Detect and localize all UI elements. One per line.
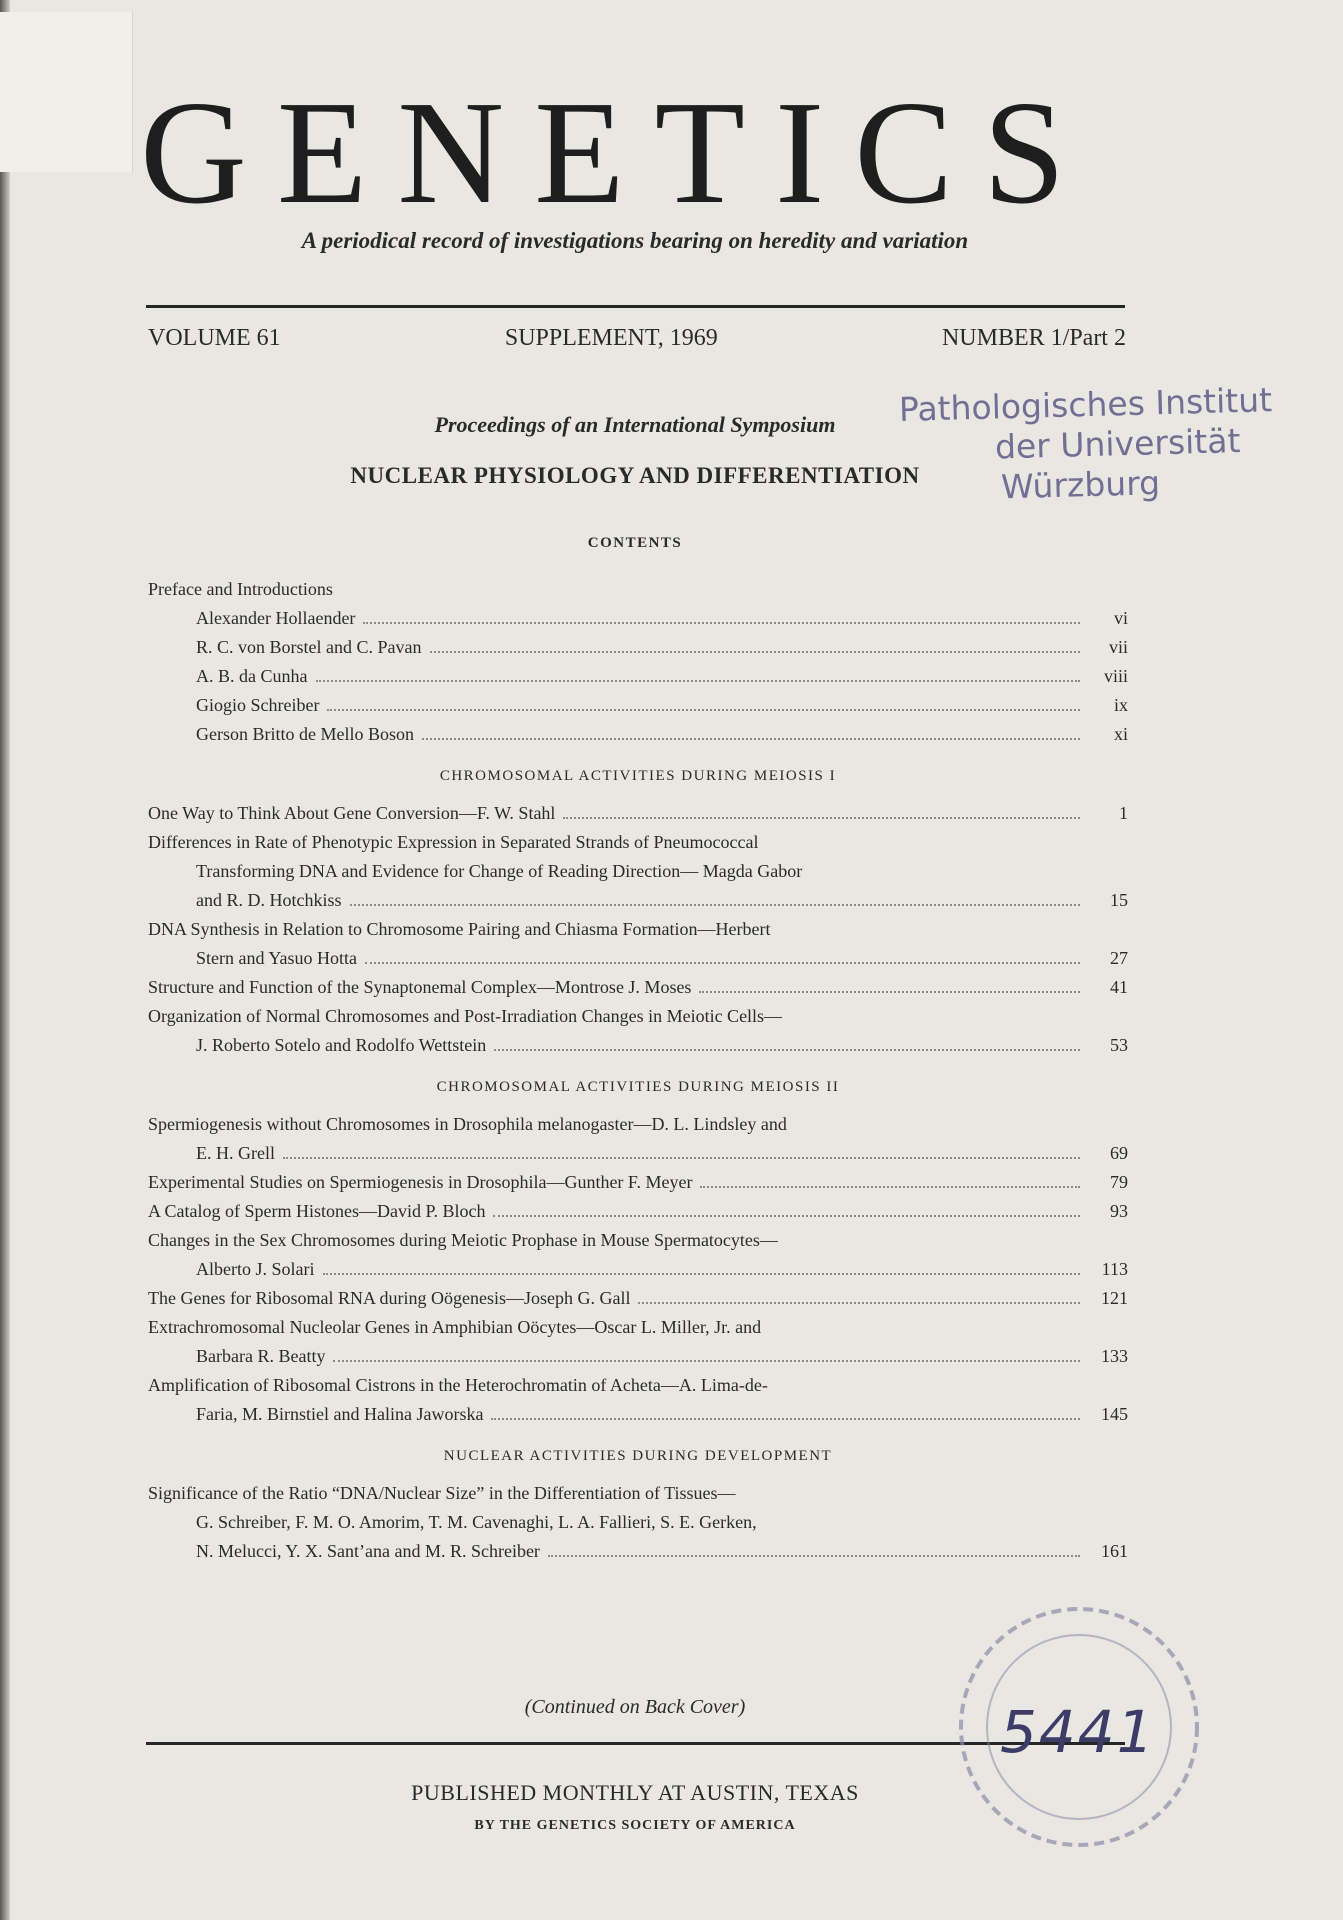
toc-entry-row (148, 1197, 1128, 1226)
toc-entry (148, 915, 1128, 973)
corner-label-patch (0, 12, 133, 172)
entry-author: A. B. da Cunha (196, 666, 308, 686)
dot-leader (333, 1359, 1080, 1362)
toc-entry-row (196, 691, 1128, 720)
page-number: 15 (1110, 890, 1128, 910)
entry-continuation-line: G. Schreiber, F. M. O. Amorim, T. M. Cavenaghi, L. A. Fallieri, S. E. Gerken, (196, 1512, 757, 1532)
entry-title-line: DNA Synthesis in Relation to Chromosome Pairing and Chiasma Formation—Herbert (148, 919, 771, 939)
entry-title-line: Extrachromosomal Nucleolar Genes in Amphibian Oöcytes—Oscar L. Miller, Jr. and (148, 1317, 762, 1337)
publisher-line: PUBLISHED MONTHLY AT AUSTIN, TEXAS (411, 1780, 859, 1805)
entry-final-line: J. Roberto Sotelo and Rodolfo Wettstein (196, 1035, 487, 1055)
proceedings-line: Proceedings of an International Symposium (434, 412, 836, 437)
entry-title-line: Organization of Normal Chromosomes and Post-Irradiation Changes in Meiotic Cells— (148, 1006, 783, 1026)
page-number: 121 (1101, 1288, 1128, 1308)
entry-author: Gerson Britto de Mello Boson (196, 724, 414, 744)
top-rule (146, 305, 1125, 308)
journal-subtitle: A periodical record of investigations bearing on heredity and variation (301, 228, 969, 253)
toc-entry (148, 1226, 1128, 1284)
toc-entry (148, 633, 1128, 662)
dot-leader (491, 1417, 1080, 1420)
toc-entry (148, 1110, 1128, 1168)
page-number: 41 (1110, 977, 1128, 997)
number-label: NUMBER 1/Part 2 (941, 325, 1126, 351)
toc-entry (148, 1313, 1128, 1371)
entry-author: Giogio Schreiber (196, 695, 320, 715)
stamp-line-2: der Universität (994, 421, 1241, 467)
contents-heading: CONTENTS (587, 535, 683, 551)
symposium-title: NUCLEAR PHYSIOLOGY AND DIFFERENTIATION (350, 463, 920, 488)
page-number: vii (1108, 637, 1128, 657)
page-edge-shadow (0, 0, 10, 1920)
page-number: 69 (1110, 1143, 1128, 1163)
entry-final-line: A Catalog of Sperm Histones—David P. Bloch (148, 1201, 486, 1221)
toc-entry-row (196, 604, 1128, 633)
toc-entry-row (148, 1139, 1128, 1168)
entry-final-line: One Way to Think About Gene Conversion—F. W. Stahl (148, 803, 556, 823)
toc-entry-row (148, 1342, 1128, 1371)
page-number: ix (1113, 695, 1128, 715)
entry-title-line: Differences in Rate of Phenotypic Expression in Separated Strands of Pneumococcal (148, 832, 759, 852)
entry-final-line: Structure and Function of the Synaptonemal Complex—Montrose J. Moses (148, 977, 692, 997)
table-of-contents (148, 574, 1128, 1566)
issue-info (148, 325, 1126, 352)
dot-leader (327, 708, 1080, 711)
page-number: 93 (1110, 1201, 1128, 1221)
toc-entry-row (148, 973, 1128, 1002)
dot-leader (700, 1185, 1080, 1188)
entry-final-line: E. H. Grell (196, 1143, 275, 1163)
page-number: 133 (1101, 1346, 1128, 1366)
toc-entry (148, 973, 1128, 1002)
page-number: viii (1103, 666, 1128, 686)
dot-leader (548, 1554, 1080, 1557)
entry-continuation-line: Transforming DNA and Evidence for Change of Reading Direction— Magda Gabor (196, 861, 803, 881)
dot-leader (365, 961, 1080, 964)
toc-entry (148, 1479, 1128, 1566)
entry-title-line: Amplification of Ribosomal Cistrons in the Heterochromatin of Acheta—A. Lima-de- (148, 1375, 768, 1395)
toc-entry-row (148, 1537, 1128, 1566)
section-heading: CHROMOSOMAL ACTIVITIES DURING MEIOSIS I (439, 768, 837, 784)
stamp-line-1: Pathologisches Institut (898, 380, 1273, 429)
page-number: 161 (1101, 1541, 1128, 1561)
page-number: 79 (1110, 1172, 1128, 1192)
toc-entry (148, 828, 1128, 915)
stamp-line-3: Würzburg (1000, 463, 1161, 507)
page-number: vi (1113, 608, 1128, 628)
entry-final-line: Stern and Yasuo Hotta (196, 948, 357, 968)
dot-leader (363, 621, 1080, 624)
entry-final-line: and R. D. Hotchkiss (196, 890, 342, 910)
entry-title-line: Changes in the Sex Chromosomes during Meiotic Prophase in Mouse Spermatocytes— (148, 1230, 778, 1250)
toc-entry (148, 799, 1128, 828)
entry-final-line: Alberto J. Solari (196, 1259, 315, 1279)
dot-leader (422, 737, 1080, 740)
toc-entry (148, 604, 1128, 633)
toc-entry (148, 1284, 1128, 1313)
toc-entry-row (148, 1168, 1128, 1197)
dot-leader (494, 1048, 1080, 1051)
preface-list (148, 604, 1128, 749)
page-number: xi (1113, 724, 1128, 744)
entry-title-line: Spermiogenesis without Chromosomes in Drosophila melanogaster—D. L. Lindsley and (148, 1114, 787, 1134)
preface-heading: Preface and Introductions (148, 579, 333, 599)
toc-sections (148, 765, 1128, 1566)
continued-note: (Continued on Back Cover) (524, 1696, 746, 1718)
toc-entry (148, 720, 1128, 749)
toc-entry (148, 1197, 1128, 1226)
dot-leader (350, 903, 1081, 906)
toc-entry-row (196, 720, 1128, 749)
dot-leader (563, 816, 1080, 819)
page-number: 53 (1110, 1035, 1128, 1055)
entry-author: R. C. von Borstel and C. Pavan (196, 637, 422, 657)
page-number: 113 (1101, 1259, 1128, 1279)
volume-label: VOLUME 61 (148, 325, 281, 351)
page-number: 145 (1101, 1404, 1128, 1424)
section-heading: CHROMOSOMAL ACTIVITIES DURING MEIOSIS II (436, 1079, 840, 1095)
dot-leader (638, 1301, 1080, 1304)
entry-final-line: Barbara R. Beatty (196, 1346, 326, 1366)
society-line: BY THE GENETICS SOCIETY OF AMERICA (474, 1818, 796, 1833)
toc-entry-row (196, 633, 1128, 662)
toc-entry (148, 662, 1128, 691)
toc-entry (148, 1371, 1128, 1429)
handwritten-library-number: 5441 (1000, 1698, 1156, 1766)
dot-leader (283, 1156, 1080, 1159)
dot-leader (699, 990, 1080, 993)
dot-leader (323, 1272, 1081, 1275)
toc-entry (148, 1002, 1128, 1060)
entry-title-line: Significance of the Ratio “DNA/Nuclear Size” in the Differentiation of Tissues— (148, 1483, 736, 1503)
section-heading: NUCLEAR ACTIVITIES DURING DEVELOPMENT (443, 1448, 833, 1464)
entry-author: Alexander Hollaender (196, 608, 356, 628)
supplement-label: SUPPLEMENT, 1969 (504, 325, 718, 351)
entry-final-line: The Genes for Ribosomal RNA during Oögenesis—Joseph G. Gall (148, 1288, 631, 1308)
toc-entry (148, 1168, 1128, 1197)
toc-entry-row (148, 1255, 1128, 1284)
entry-final-line: N. Melucci, Y. X. Sant’ana and M. R. Schreiber (196, 1541, 540, 1561)
toc-entry-row (148, 1031, 1128, 1060)
entry-final-line: Experimental Studies on Spermiogenesis in Drosophila—Gunther F. Meyer (148, 1172, 693, 1192)
dot-leader (430, 650, 1081, 653)
toc-entry-row (148, 1400, 1128, 1429)
page-number: 1 (1119, 803, 1128, 823)
entry-final-line: Faria, M. Birnstiel and Halina Jaworska (196, 1404, 484, 1424)
toc-entry (148, 691, 1128, 720)
journal-title: GENETICS (140, 71, 1096, 235)
dot-leader (316, 679, 1081, 682)
toc-entry-row (148, 799, 1128, 828)
toc-entry-row (148, 886, 1128, 915)
toc-entry-row (196, 662, 1128, 691)
dot-leader (493, 1214, 1080, 1217)
toc-entry-row (148, 1284, 1128, 1313)
page-number: 27 (1110, 948, 1128, 968)
institute-stamp (898, 380, 1281, 510)
toc-entry-row (148, 944, 1128, 973)
